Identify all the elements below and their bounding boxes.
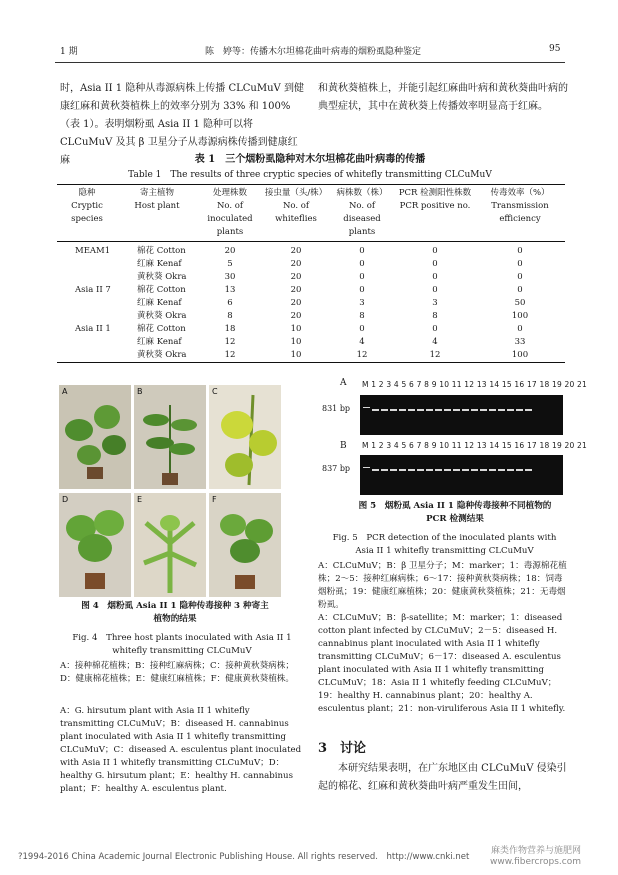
gel-band (471, 469, 478, 471)
gel-band (390, 409, 397, 411)
col-header: 病株数（株） No. of diseased plants (336, 188, 388, 237)
healthy-okra-image (209, 493, 281, 597)
table-cell: 10 (290, 337, 302, 347)
footer-copyright: ?1994-2016 China Academic Journal Electronic Publishing House. All rights reserved. http://www.cnki.net (18, 852, 470, 862)
table-cell: MEAM1 (75, 246, 111, 256)
table-cell: 50 (514, 298, 526, 308)
cotton-plant-image (59, 385, 131, 489)
healthy-kenaf-image (134, 493, 206, 597)
header-rule (55, 62, 565, 63)
table-cell: 100 (511, 350, 529, 360)
table-cell: 0 (432, 246, 438, 256)
body-text-right: 和黄秋葵植株上，并能引起红麻曲叶病和黄秋葵曲叶病的典型症状，其中在黄秋葵上传播效率明显高于红麻。 (318, 83, 568, 112)
table-row (57, 310, 565, 323)
header-title: 陈 婷等：传播木尔坦棉花曲叶病毒的烟粉虱隐种鉴定 (205, 47, 422, 57)
table-row (57, 323, 565, 336)
gel-band (444, 469, 451, 471)
table-cell: 0 (517, 285, 523, 295)
table-cell: 0 (517, 246, 523, 256)
table-cell: 5 (227, 259, 233, 269)
col-header: 传毒效率（%） Transmission efficiency (490, 188, 550, 224)
gel-band (462, 409, 469, 411)
gel-band (516, 469, 523, 471)
gel-band (399, 469, 406, 471)
table-cell: 3 (359, 298, 365, 308)
table-row (57, 242, 565, 259)
gel-band (498, 469, 505, 471)
table-body (57, 242, 565, 363)
gel-a-image (360, 395, 563, 435)
table-cell: 13 (224, 285, 236, 295)
fig4-panel-f: F (209, 493, 281, 597)
table-cell (57, 349, 117, 363)
fig4-photo-grid (59, 385, 281, 598)
gel-band (417, 469, 424, 471)
table-cell (57, 297, 117, 310)
table-caption-en: Table 1 The results of three cryptic species of whitefly transmitting CLCuMuV (128, 170, 492, 180)
table-cell: 8 (359, 311, 365, 321)
gel-band (453, 409, 460, 411)
table-cell (57, 336, 117, 349)
table-cell: 20 (290, 272, 302, 282)
fig4-legend-en: A：G. hirsutum plant with Asia II 1 whitefly transmitting CLCuMuV；B：diseased H. cannabinus plant inoculated with Asia II 1 whitefly transmitting CLCuMuV；C：diseased A. esculentus plant inoculated with Asia II 1 whitefly transmitting CLCuMuV；D：healthy G. hirsutum plant；E：healthy H. cannabinus plant；F：healthy A. esculentus plant. (60, 706, 302, 794)
gel-band (480, 409, 487, 411)
gel-band (480, 469, 487, 471)
gel-band (363, 407, 370, 408)
gel-band (417, 409, 424, 411)
table-cell: 红麻 Kenaf (137, 259, 182, 269)
col-header: 隐种 Cryptic species (71, 188, 103, 224)
okra-plant-image (209, 385, 281, 489)
table-cell: 10 (290, 324, 302, 334)
gel-band (525, 409, 532, 411)
table-caption-cn: 表 1 三个烟粉虱隐种对木尔坦棉花曲叶病毒的传播 (194, 154, 426, 165)
table-row (57, 271, 565, 284)
page-number: 95 (549, 44, 561, 54)
table-cell: 0 (432, 272, 438, 282)
gel-band (435, 469, 442, 471)
table-cell: 3 (432, 298, 438, 308)
table-cell: 0 (359, 272, 365, 282)
gel-band (453, 469, 460, 471)
table-cell: 20 (290, 285, 302, 295)
table-cell: 4 (359, 337, 365, 347)
gel-band (426, 409, 433, 411)
gel-band (525, 469, 532, 471)
table-cell: 20 (290, 298, 302, 308)
gel-band (498, 409, 505, 411)
table-cell: Asia II 7 (75, 285, 111, 295)
gel-a-lanes: M 1 2 3 4 5 6 7 8 9 10 11 12 13 14 15 16 17 18 19 20 21 (362, 380, 588, 389)
table-cell: 20 (290, 311, 302, 321)
section-heading: 3 讨论 (318, 741, 367, 756)
section-text: 本研究结果表明，在广东地区由 CLCuMuV 侵染引起的棉花、红麻和黄秋葵曲叶病严重发生田间， (318, 763, 567, 792)
table-row (57, 284, 565, 297)
table-row (57, 349, 565, 363)
fig4-panel-e: E (134, 493, 206, 597)
healthy-cotton-image (59, 493, 131, 597)
col-header: PCR 检测阳性株数 PCR positive no. (398, 188, 472, 211)
kenaf-plant-image (134, 385, 206, 489)
table-cell: 黄秋葵 Okra (137, 311, 187, 321)
table-cell: 8 (432, 311, 438, 321)
gel-band (435, 409, 442, 411)
fig4-caption-en: Fig. 4 Three host plants inoculated with Asia II 1 whitefly transmitting CLCuMuV (72, 633, 292, 656)
body-text-left: 时，Asia II 1 隐种从毒源病株上传播 CLCuMuV 到健康红麻和黄秋葵植株上的效率分别为 33% 和 100%（表 1）。表明烟粉虱 Asia II 1 隐种可以将 CLCuMuV 及其 β 卫星分子从毒源病株传播到健康红麻 (60, 83, 304, 166)
table-cell: 12 (224, 337, 236, 347)
table-cell: 黄秋葵 Okra (137, 272, 187, 282)
table-row (57, 297, 565, 310)
gel-band (507, 469, 514, 471)
gel-b-label: B (340, 441, 347, 451)
gel-band (363, 467, 370, 468)
table-cell: 0 (359, 246, 365, 256)
table-cell: 18 (224, 324, 236, 334)
table-cell: 红麻 Kenaf (137, 298, 182, 308)
table-cell: 10 (290, 350, 302, 360)
table-cell: 33 (514, 337, 526, 347)
table-cell: 12 (356, 350, 368, 360)
gel-band (462, 469, 469, 471)
table-cell (57, 258, 117, 271)
fig5-legend-cn: A：CLCuMuV；B：β 卫星分子；M：marker；1：毒源棉花植株；2～5：接种红麻病株；6～17：接种黄秋葵病株；18：饲毒烟粉虱；19：健康红麻植株；20：健康黄秋葵植株；21：无毒烟粉虱。 (318, 561, 567, 610)
table-cell: 0 (432, 285, 438, 295)
fig5-legend-en: A：CLCuMuV；B：β-satellite；M：marker；1：diseased cotton plant infected by CLCuMuV；2－5：diseased H. cannabinus plant inoculated with Asia II 1 whitefly transmitting CLCuMuV；6－17：diseased A. esculentus plant inoculated with Asia II 1 whitefly transmitting CLCuMuV；18：Asia II 1 whitefly feeding CLCuMuV；19：healthy H. cannabinus plant；20：healthy A. esculentus plant；21：non-viruliferous Asia II 1 whitefly. (318, 613, 566, 714)
transmission-table (57, 184, 565, 363)
table-row (57, 258, 565, 271)
gel-band (399, 409, 406, 411)
fig4-caption-cn: 图 4 烟粉虱 Asia II 1 隐种传毒接种 3 种寄主植物的结果 (81, 601, 269, 624)
fig4-panel-c: C (209, 385, 281, 489)
col-header: 处理株数 No. of inoculated plants (207, 188, 253, 237)
gel-band (408, 469, 415, 471)
gel-band (516, 409, 523, 411)
fig4-panel-b: B (134, 385, 206, 489)
gel-band (372, 409, 379, 411)
table-cell: 红麻 Kenaf (137, 337, 182, 347)
gel-b-lanes: M 1 2 3 4 5 6 7 8 9 10 11 12 13 14 15 16 17 18 19 20 21 (362, 441, 588, 450)
table-cell: 棉花 Cotton (137, 285, 186, 295)
fig4-panel-a: A (59, 385, 131, 489)
gel-band (444, 409, 451, 411)
fig5-caption-cn: 图 5 烟粉虱 Asia II 1 隐种传毒接种不同植物的 PCR 检测结果 (358, 501, 552, 524)
fig4-legend-cn: A：接种棉花植株；B：接种红麻病株；C：接种黄秋葵病株；D：健康棉花植株；E：健康红麻植株；F：健康黄秋葵植株。 (60, 661, 294, 684)
table-cell: 0 (517, 272, 523, 282)
table-cell: 0 (359, 259, 365, 269)
table-cell: 6 (227, 298, 233, 308)
table-cell: 0 (517, 259, 523, 269)
table-cell: 0 (359, 324, 365, 334)
table-cell: 12 (429, 350, 441, 360)
gel-band (390, 469, 397, 471)
table-cell: 12 (224, 350, 236, 360)
header-issue: 1 期 (60, 47, 78, 57)
gel-band (408, 409, 415, 411)
gel-b-image (360, 455, 563, 495)
table-cell: 0 (432, 324, 438, 334)
gel-band (426, 469, 433, 471)
gel-band (372, 469, 379, 471)
gel-band (507, 409, 514, 411)
table-cell (57, 271, 117, 284)
table-cell (57, 310, 117, 323)
table-cell: 0 (517, 324, 523, 334)
fig5-caption-en: Fig. 5 PCR detection of the inoculated plants with Asia II 1 whitefly transmitting CLCuMuV (332, 533, 557, 556)
table-cell: 棉花 Cotton (137, 246, 186, 256)
table-cell: 0 (432, 259, 438, 269)
gel-b-bp: 837 bp (322, 464, 351, 473)
gel-a-bp: 831 bp (322, 404, 351, 413)
gel-band (489, 469, 496, 471)
gel-a-label: A (340, 378, 347, 388)
table-cell: 30 (224, 272, 236, 282)
table-cell: 20 (290, 259, 302, 269)
table-cell: Asia II 1 (75, 324, 111, 334)
col-header: 寄主植物 Host plant (134, 188, 180, 211)
table-cell: 4 (432, 337, 438, 347)
table-cell: 20 (290, 246, 302, 256)
table-cell: 20 (224, 246, 236, 256)
table-cell: 棉花 Cotton (137, 324, 186, 334)
table-cell: 黄秋葵 Okra (137, 350, 187, 360)
gel-band (471, 409, 478, 411)
table-row (57, 336, 565, 349)
gel-band (489, 409, 496, 411)
table-cell: 0 (359, 285, 365, 295)
col-header: 接虫量（头/株） No. of whiteflies (264, 188, 328, 224)
table-cell: 8 (227, 311, 233, 321)
table-cell: 100 (511, 311, 529, 321)
gel-band (381, 469, 388, 471)
fig4-panel-d: D (59, 493, 131, 597)
gel-band (381, 409, 388, 411)
watermark: 麻类作物营养与施肥网 www.fibercrops.com (490, 846, 581, 867)
